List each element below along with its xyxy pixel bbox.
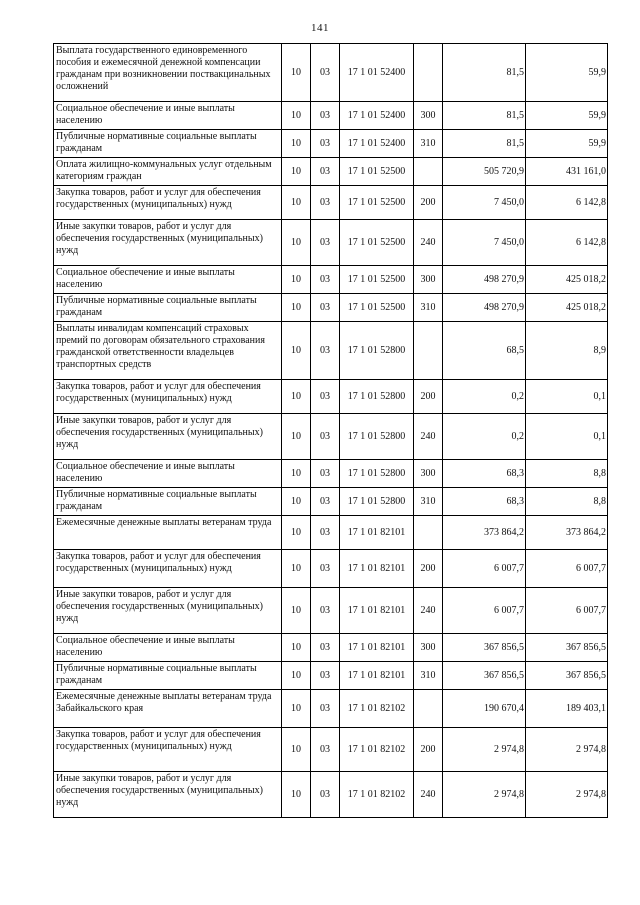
budget-table [53,43,608,818]
row-target-article-code: 17 1 01 52800 [340,380,414,414]
row-section-code: 10 [282,634,311,662]
row-name: Иные закупки товаров, работ и услуг для обеспечения государственных (муниципальных) нужд [54,772,282,818]
row-target-article-code: 17 1 01 82101 [340,588,414,634]
row-expense-type-code: 300 [414,102,443,130]
row-amount-planned: 6 007,7 [443,588,526,634]
row-expense-type-code: 310 [414,488,443,516]
row-amount-planned: 6 007,7 [443,550,526,588]
table-row [54,380,608,414]
row-amount-planned: 2 974,8 [443,772,526,818]
row-amount-executed: 6 007,7 [526,550,608,588]
row-amount-executed: 0,1 [526,414,608,460]
row-name: Ежемесячные денежные выплаты ветеранам труда Забайкальского края [54,690,282,728]
row-target-article-code: 17 1 01 52800 [340,460,414,488]
row-section-code: 10 [282,414,311,460]
table-row [54,186,608,220]
row-name: Иные закупки товаров, работ и услуг для обеспечения государственных (муниципальных) нужд [54,588,282,634]
row-amount-executed: 6 142,8 [526,186,608,220]
row-expense-type-code: 300 [414,634,443,662]
row-amount-planned: 68,3 [443,460,526,488]
row-expense-type-code: 200 [414,550,443,588]
row-section-code: 10 [282,460,311,488]
row-expense-type-code [414,516,443,550]
row-target-article-code: 17 1 01 82102 [340,772,414,818]
table-row [54,322,608,380]
row-section-code: 10 [282,130,311,158]
row-target-article-code: 17 1 01 82102 [340,728,414,772]
table-row [54,102,608,130]
row-amount-planned: 2 974,8 [443,728,526,772]
row-subsection-code: 03 [311,488,340,516]
row-target-article-code: 17 1 01 82102 [340,690,414,728]
row-amount-executed: 59,9 [526,102,608,130]
row-section-code: 10 [282,662,311,690]
row-amount-executed: 8,8 [526,460,608,488]
row-expense-type-code [414,322,443,380]
row-subsection-code: 03 [311,690,340,728]
table-row [54,294,608,322]
row-name: Оплата жилищно-коммунальных услуг отдельным категориям граждан [54,158,282,186]
row-subsection-code: 03 [311,380,340,414]
row-expense-type-code: 240 [414,588,443,634]
row-section-code: 10 [282,588,311,634]
row-name: Закупка товаров, работ и услуг для обеспечения государственных (муниципальных) нужд [54,550,282,588]
row-subsection-code: 03 [311,44,340,102]
row-target-article-code: 17 1 01 52400 [340,130,414,158]
row-amount-executed: 8,8 [526,488,608,516]
table-row [54,772,608,818]
row-amount-executed: 59,9 [526,130,608,158]
table-row [54,414,608,460]
row-expense-type-code: 200 [414,728,443,772]
row-subsection-code: 03 [311,772,340,818]
row-target-article-code: 17 1 01 82101 [340,516,414,550]
row-name: Выплата государственного единовременного пособия и ежемесячной денежной компенсации гражданам при возникновении поствакцинальных осложнений [54,44,282,102]
row-amount-executed: 8,9 [526,322,608,380]
row-amount-planned: 68,5 [443,322,526,380]
row-subsection-code: 03 [311,130,340,158]
row-amount-executed: 0,1 [526,380,608,414]
row-amount-executed: 431 161,0 [526,158,608,186]
row-subsection-code: 03 [311,102,340,130]
row-section-code: 10 [282,266,311,294]
row-subsection-code: 03 [311,634,340,662]
row-subsection-code: 03 [311,186,340,220]
row-subsection-code: 03 [311,588,340,634]
row-amount-planned: 498 270,9 [443,266,526,294]
row-expense-type-code: 240 [414,772,443,818]
row-name: Закупка товаров, работ и услуг для обеспечения государственных (муниципальных) нужд [54,186,282,220]
row-section-code: 10 [282,220,311,266]
table-row [54,662,608,690]
row-amount-planned: 367 856,5 [443,662,526,690]
row-target-article-code: 17 1 01 52500 [340,220,414,266]
row-amount-executed: 6 142,8 [526,220,608,266]
row-section-code: 10 [282,728,311,772]
table-row [54,44,608,102]
row-section-code: 10 [282,44,311,102]
row-name: Социальное обеспечение и иные выплаты населению [54,266,282,294]
row-target-article-code: 17 1 01 82101 [340,550,414,588]
row-amount-planned: 81,5 [443,102,526,130]
row-name: Иные закупки товаров, работ и услуг для обеспечения государственных (муниципальных) нужд [54,220,282,266]
row-name: Социальное обеспечение и иные выплаты населению [54,102,282,130]
row-subsection-code: 03 [311,728,340,772]
row-expense-type-code [414,44,443,102]
row-name: Публичные нормативные социальные выплаты гражданам [54,294,282,322]
table-row [54,690,608,728]
row-name: Закупка товаров, работ и услуг для обеспечения государственных (муниципальных) нужд [54,380,282,414]
row-section-code: 10 [282,186,311,220]
row-amount-planned: 498 270,9 [443,294,526,322]
row-expense-type-code: 300 [414,266,443,294]
row-amount-executed: 2 974,8 [526,728,608,772]
row-name: Социальное обеспечение и иные выплаты населению [54,634,282,662]
row-target-article-code: 17 1 01 52800 [340,488,414,516]
row-name: Публичные нормативные социальные выплаты гражданам [54,130,282,158]
row-section-code: 10 [282,488,311,516]
row-amount-planned: 7 450,0 [443,220,526,266]
row-target-article-code: 17 1 01 52500 [340,186,414,220]
row-expense-type-code: 200 [414,186,443,220]
row-amount-planned: 190 670,4 [443,690,526,728]
row-expense-type-code: 240 [414,414,443,460]
row-section-code: 10 [282,550,311,588]
table-row [54,634,608,662]
row-amount-planned: 367 856,5 [443,634,526,662]
row-amount-planned: 505 720,9 [443,158,526,186]
row-expense-type-code: 240 [414,220,443,266]
row-amount-executed: 425 018,2 [526,294,608,322]
row-name: Публичные нормативные социальные выплаты гражданам [54,488,282,516]
row-amount-executed: 367 856,5 [526,634,608,662]
row-name: Социальное обеспечение и иные выплаты населению [54,460,282,488]
row-name: Закупка товаров, работ и услуг для обеспечения государственных (муниципальных) нужд [54,728,282,772]
table-row [54,158,608,186]
table-row [54,728,608,772]
row-expense-type-code [414,690,443,728]
row-target-article-code: 17 1 01 52500 [340,158,414,186]
row-amount-executed: 367 856,5 [526,662,608,690]
row-target-article-code: 17 1 01 52500 [340,294,414,322]
row-target-article-code: 17 1 01 52400 [340,102,414,130]
row-section-code: 10 [282,294,311,322]
table-row [54,266,608,294]
row-amount-planned: 68,3 [443,488,526,516]
table-row [54,588,608,634]
row-name: Публичные нормативные социальные выплаты гражданам [54,662,282,690]
row-amount-planned: 373 864,2 [443,516,526,550]
row-amount-planned: 7 450,0 [443,186,526,220]
row-expense-type-code: 300 [414,460,443,488]
row-subsection-code: 03 [311,414,340,460]
row-subsection-code: 03 [311,662,340,690]
row-subsection-code: 03 [311,294,340,322]
row-subsection-code: 03 [311,550,340,588]
row-amount-executed: 2 974,8 [526,772,608,818]
table-row [54,220,608,266]
row-expense-type-code: 310 [414,130,443,158]
row-section-code: 10 [282,158,311,186]
row-expense-type-code: 310 [414,294,443,322]
row-section-code: 10 [282,516,311,550]
row-subsection-code: 03 [311,266,340,294]
row-subsection-code: 03 [311,460,340,488]
row-amount-planned: 0,2 [443,380,526,414]
row-section-code: 10 [282,102,311,130]
row-target-article-code: 17 1 01 52800 [340,414,414,460]
table-row [54,460,608,488]
row-amount-planned: 0,2 [443,414,526,460]
row-section-code: 10 [282,322,311,380]
row-subsection-code: 03 [311,158,340,186]
row-section-code: 10 [282,380,311,414]
row-amount-executed: 373 864,2 [526,516,608,550]
row-subsection-code: 03 [311,220,340,266]
budget-table-body [54,44,608,818]
row-expense-type-code [414,158,443,186]
row-amount-planned: 81,5 [443,44,526,102]
row-subsection-code: 03 [311,516,340,550]
row-target-article-code: 17 1 01 82101 [340,634,414,662]
row-target-article-code: 17 1 01 82101 [340,662,414,690]
row-amount-executed: 59,9 [526,44,608,102]
row-name: Ежемесячные денежные выплаты ветеранам труда [54,516,282,550]
row-expense-type-code: 200 [414,380,443,414]
row-amount-executed: 425 018,2 [526,266,608,294]
row-name: Иные закупки товаров, работ и услуг для обеспечения государственных (муниципальных) нужд [54,414,282,460]
row-subsection-code: 03 [311,322,340,380]
table-row [54,516,608,550]
table-row [54,550,608,588]
row-section-code: 10 [282,772,311,818]
table-row [54,130,608,158]
row-name: Выплаты инвалидам компенсаций страховых премий по договорам обязательного страхования гражданской ответственности владельцев транспортных средств [54,322,282,380]
page-number: 141 [311,22,329,34]
row-target-article-code: 17 1 01 52500 [340,266,414,294]
row-amount-planned: 81,5 [443,130,526,158]
row-amount-executed: 6 007,7 [526,588,608,634]
row-expense-type-code: 310 [414,662,443,690]
row-target-article-code: 17 1 01 52400 [340,44,414,102]
row-amount-executed: 189 403,1 [526,690,608,728]
row-target-article-code: 17 1 01 52800 [340,322,414,380]
table-row [54,488,608,516]
row-section-code: 10 [282,690,311,728]
